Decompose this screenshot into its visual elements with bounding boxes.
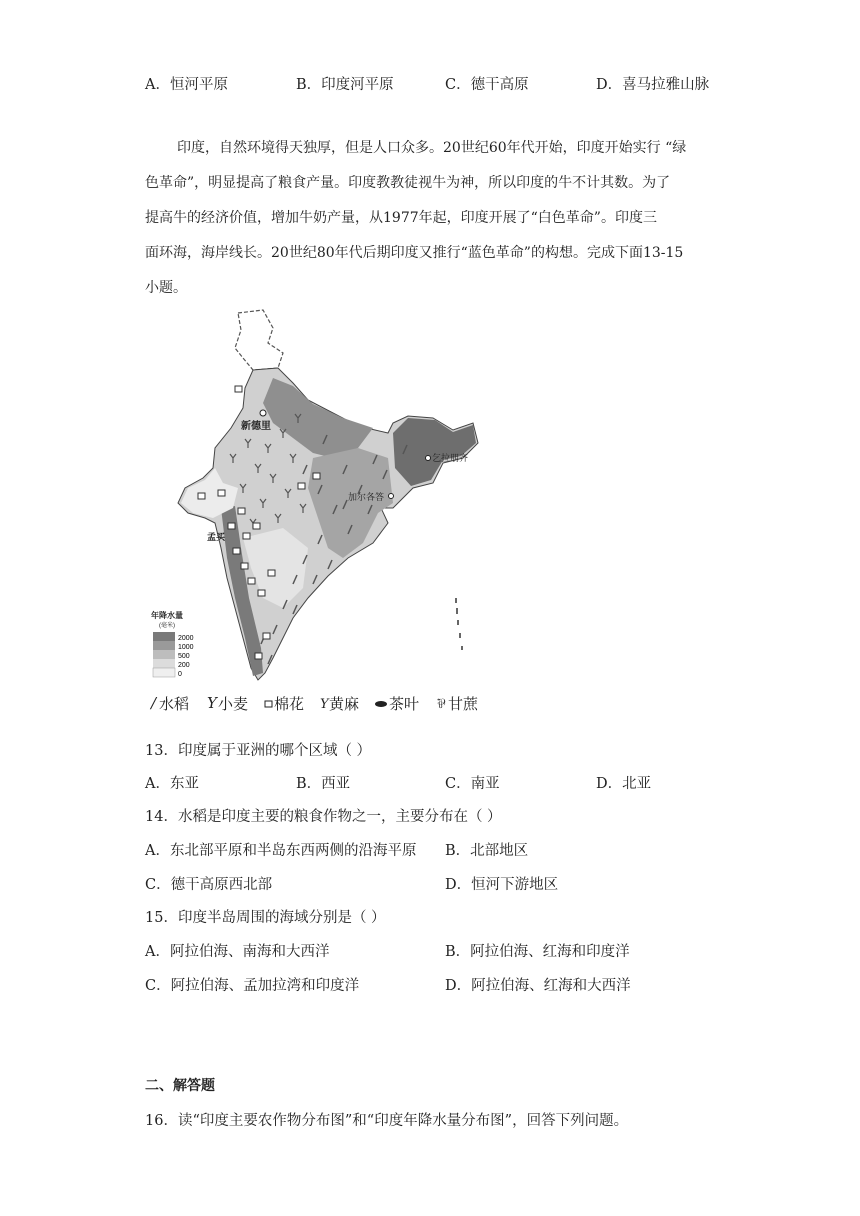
city-mumbai: 孟买 — [207, 532, 226, 542]
passage — [145, 131, 715, 306]
sugarcane-legend-icon: ⅌ — [437, 697, 446, 712]
q12-option-d[interactable]: D．喜马拉雅山脉 — [596, 77, 710, 93]
city-cherrapunji: 乞拉朋齐 — [432, 453, 469, 463]
cotton-symbol — [243, 533, 250, 539]
cotton-symbol — [253, 523, 260, 529]
cotton-symbol — [235, 386, 242, 392]
cotton-symbol — [233, 548, 240, 554]
legend-swatch — [153, 659, 175, 668]
legend-value: 500 — [178, 653, 190, 660]
q14-option-a[interactable]: A．东北部平原和半岛东西两侧的沿海平原 — [145, 843, 417, 859]
crop-legend-sugarcane: 甘蔗 — [448, 695, 479, 713]
passage-line: 色革命”，明显提高了粮食产量。印度教教徒视牛为神，所以印度的牛不计其数。为了 — [145, 175, 671, 191]
q14-option-b[interactable]: B．北部地区 — [445, 843, 529, 859]
legend-value: 0 — [178, 671, 182, 678]
rainfall-legend — [153, 632, 194, 678]
q13-option-c[interactable]: C．南亚 — [445, 776, 500, 792]
cotton-symbol — [313, 473, 320, 479]
india-crop-rainfall-map — [143, 308, 503, 718]
cotton-symbol — [268, 570, 275, 576]
legend-unit: (毫米) — [159, 623, 175, 629]
crop-legend-wheat: 小麦 — [218, 695, 249, 713]
islands — [455, 598, 463, 650]
q12-option-b[interactable]: B．印度河平原 — [296, 77, 394, 93]
cotton-symbol — [248, 578, 255, 584]
crop-legend-jute: 黄麻 — [329, 695, 360, 713]
cotton-symbol — [228, 523, 235, 529]
legend-value: 200 — [178, 662, 190, 669]
cotton-symbol — [241, 563, 248, 569]
q13-option-b[interactable]: B．西亚 — [296, 776, 351, 792]
passage-line: 印度，自然环境得天独厚，但是人口众多。20世纪60年代开始，印度开始实行 “绿 — [177, 140, 687, 156]
q14-option-d[interactable]: D．恒河下游地区 — [445, 877, 559, 893]
passage-line: 小题。 — [145, 280, 187, 296]
city-kolkata-dot — [389, 494, 394, 499]
q12-option-a[interactable]: A．恒河平原 — [145, 77, 228, 93]
cotton-symbol — [198, 493, 205, 499]
cotton-symbol — [263, 633, 270, 639]
q15-option-c[interactable]: C．阿拉伯海、孟加拉湾和印度洋 — [145, 978, 360, 994]
q15-option-d[interactable]: D．阿拉伯海、红海和大西洋 — [445, 978, 631, 994]
city-cherrapunji-dot — [426, 456, 431, 461]
passage-line: 提高牛的经济价值，增加牛奶产量，从1977年起，印度开展了“白色革命”。印度三 — [145, 210, 657, 226]
legend-swatch — [153, 641, 175, 650]
city-kolkata: 加尔各答 — [348, 492, 385, 502]
crop-legend-rice: 水稻 — [159, 695, 190, 713]
cotton-symbol — [258, 590, 265, 596]
wheat-legend-icon: Y — [207, 694, 217, 712]
cotton-symbol — [238, 508, 245, 514]
tea-legend-icon — [375, 701, 387, 707]
jute-legend-icon: Y — [320, 697, 329, 712]
q13-option-a[interactable]: A．东亚 — [145, 776, 199, 792]
cotton-symbol — [298, 483, 305, 489]
rice-legend-icon: / — [151, 694, 157, 712]
crop-legend-tea: 茶叶 — [389, 695, 420, 713]
q15-option-b[interactable]: B．阿拉伯海、红海和印度洋 — [445, 944, 630, 960]
q14-option-c[interactable]: C．德干高原西北部 — [145, 877, 273, 893]
legend-swatch — [153, 632, 175, 641]
legend-swatch — [153, 650, 175, 659]
q13-stem: 13．印度属于亚洲的哪个区域（ ） — [145, 743, 372, 759]
city-new-delhi: 新德里 — [241, 421, 271, 432]
cotton-symbol — [218, 490, 225, 496]
q15-stem: 15．印度半岛周围的海域分别是（ ） — [145, 910, 386, 926]
legend-value: 1000 — [178, 644, 194, 651]
city-new-delhi-dot — [260, 410, 266, 416]
cotton-legend-icon — [265, 701, 272, 707]
legend-swatch — [153, 668, 175, 677]
passage-line: 面环海，海岸线长。20世纪80年代后期印度又推行“蓝色革命”的构想。完成下面13-15 — [145, 245, 684, 261]
q14-stem: 14．水稻是印度主要的粮食作物之一，主要分布在（ ） — [145, 809, 502, 825]
q16-stem: 16．读“印度主要农作物分布图”和“印度年降水量分布图”，回答下列问题。 — [145, 1113, 629, 1129]
legend-title: 年降水量 — [151, 611, 183, 620]
cotton-symbol — [255, 653, 262, 659]
q15-option-a[interactable]: A．阿拉伯海、南海和大西洋 — [145, 944, 330, 960]
q13-option-d[interactable]: D．北亚 — [596, 776, 652, 792]
crop-legend-cotton: 棉花 — [274, 695, 305, 713]
legend-value: 2000 — [178, 635, 194, 642]
crop-legend — [149, 694, 479, 713]
section-title: 二、解答题 — [145, 1078, 215, 1094]
kashmir-outline — [235, 310, 283, 370]
q12-option-c[interactable]: C．德干高原 — [445, 77, 529, 93]
